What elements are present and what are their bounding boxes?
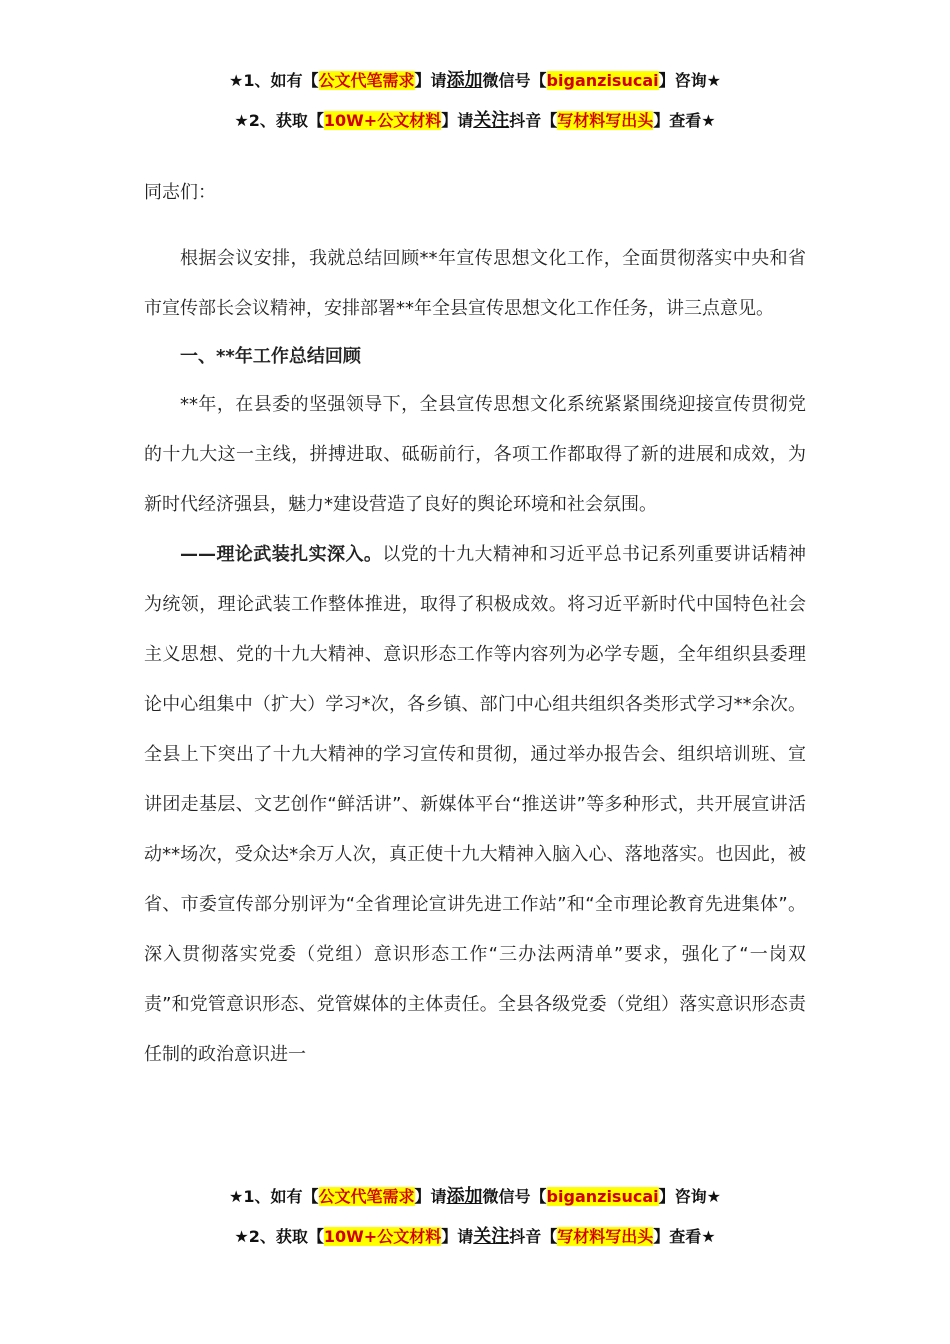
promo-banner-top-1	[0, 70, 950, 92]
banner-text: 】咨询★	[658, 71, 721, 90]
underlined-text: 关注	[473, 110, 510, 131]
item-text: 以党的十九大精神和习近平总书记系列重要讲话精神为统领，理论武装工作整体推进，取得了积极成效。将习近平新时代中国特色社会主义思想、党的十九大精神、意识形态工作等内容列为必学专题，全年组织县委理论中心组集中（扩大）学习*次，各乡镇、部门中心组共组织各类形式学习**余次。全县上下突出了十九大精神的学习宣传和贯彻，通过举办报告会、组织培训班、宣讲团走基层、文艺创作“鲜活讲”、新媒体平台“推送讲”等多种形式，共开展宣讲活动**场次，受众达*余万人次，真正使十九大精神入脑入心、落地落实。也因此，被省、市委宣传部分别评为“全省理论宣讲先进工作站”和“全市理论教育先进集体”。深入贯彻落实党委（党组）意识形态工作“三办法两清单”要求，强化了“一岗双责”和党管意识形态、党管媒体的主体责任。全县各级党委（党组）落实意识形态责任制的政治意识进一	[144, 544, 806, 1065]
highlight-text: 公文代笔需求	[318, 71, 415, 90]
banner-text: 微信号【	[482, 71, 547, 90]
promo-banner-bottom-1	[0, 1186, 950, 1208]
section-heading: 一、**年工作总结回顾	[180, 346, 361, 367]
banner-text: 微信号【	[482, 1187, 547, 1206]
banner-text: ★1、如有【	[229, 1187, 319, 1206]
banner-text: 】查看★	[653, 111, 716, 130]
banner-text: 】请	[414, 1187, 447, 1206]
douyin-id-highlight: 写材料写出头	[557, 111, 654, 130]
highlight-text: 10W+公文材料	[323, 111, 442, 130]
banner-text: 】请	[414, 71, 447, 90]
banner-text: 】咨询★	[658, 1187, 721, 1206]
promo-banner-bottom-2	[0, 1226, 950, 1248]
banner-text: ★2、获取【	[234, 111, 324, 130]
banner-text: 】查看★	[653, 1227, 716, 1246]
intro-paragraph: 根据会议安排，我就总结回顾**年宣传思想文化工作，全面贯彻落实中央和省市宣传部长会议精神，安排部署**年全县宣传思想文化工作任务，讲三点意见。	[144, 248, 806, 319]
banner-text: 抖音【	[509, 111, 558, 130]
promo-banner-top-2	[0, 110, 950, 132]
highlight-text: 公文代笔需求	[318, 1187, 415, 1206]
underlined-text: 关注	[473, 1226, 510, 1247]
wechat-id-highlight: biganzisucai	[546, 1187, 659, 1206]
banner-text: ★2、获取【	[234, 1227, 324, 1246]
banner-text: 】请	[441, 111, 474, 130]
section-paragraph: **年，在县委的坚强领导下，全县宣传思想文化系统紧紧围绕迎接宣传贯彻党的十九大这一主线，拼搏进取、砥砺前行，各项工作都取得了新的进展和成效，为新时代经济强县，魅力*建设营造了良好的舆论环境和社会氛围。	[144, 394, 806, 515]
banner-text: ★1、如有【	[229, 71, 319, 90]
item-lead: ——理论武装扎实深入。	[180, 544, 383, 565]
douyin-id-highlight: 写材料写出头	[557, 1227, 654, 1246]
banner-text: 抖音【	[509, 1227, 558, 1246]
banner-text: 】请	[441, 1227, 474, 1246]
item-paragraph	[144, 530, 806, 1080]
greeting: 同志们：	[144, 182, 216, 203]
highlight-text: 10W+公文材料	[323, 1227, 442, 1246]
underlined-text: 添加	[446, 1186, 483, 1207]
document-body	[144, 168, 806, 1080]
underlined-text: 添加	[446, 70, 483, 91]
wechat-id-highlight: biganzisucai	[546, 71, 659, 90]
